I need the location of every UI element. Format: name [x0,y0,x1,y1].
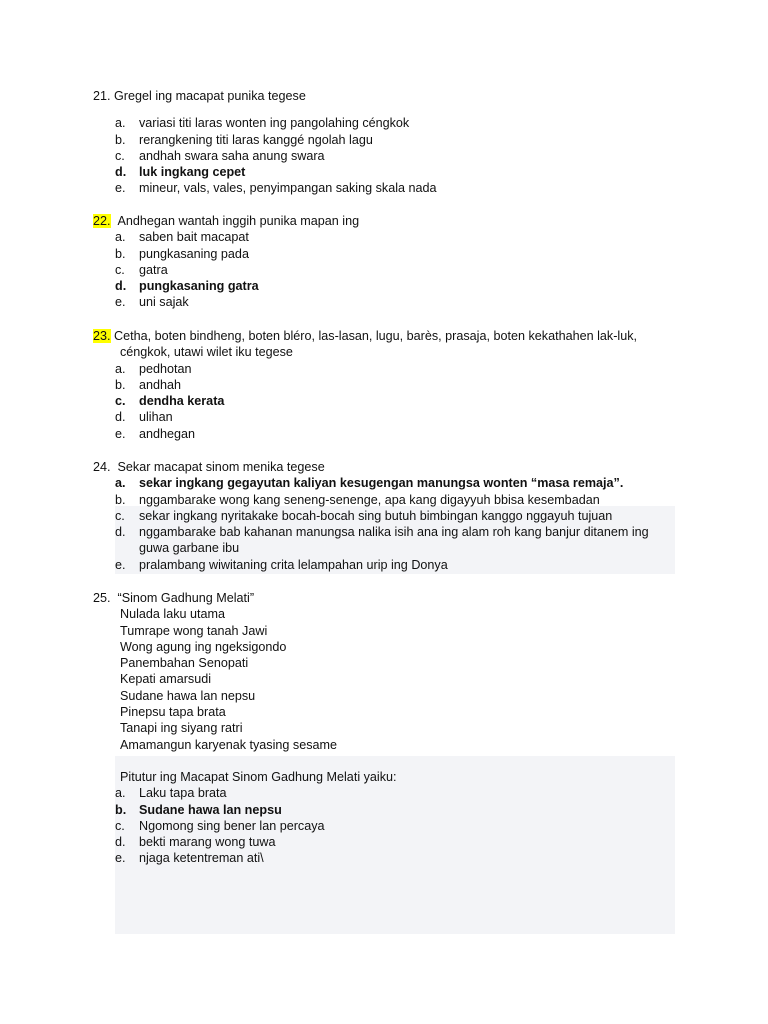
option-letter: a. [115,786,126,801]
question-prompt: Pitutur ing Macapat Sinom Gadhung Melati yaiku: [120,769,397,784]
option-letter: d. [115,410,126,425]
option-text-continued: guwa garbane ibu [139,541,240,556]
question-number: 21. [93,89,111,103]
poem-line: Amamangun karyenak tyasing sesame [120,737,338,752]
option-e [93,180,693,196]
option-b-answer [93,802,693,818]
question-25 [93,590,693,867]
option-b [93,492,693,508]
option-letter: a. [115,476,126,491]
option-letter: c. [115,394,126,409]
option-a [93,361,693,377]
option-text: pralambang wiwitaning crita lelampahan urip ing Donya [139,557,448,572]
option-letter: e. [115,851,126,866]
poem-line: Wong agung ing ngeksigondo [120,639,287,654]
question-text-continued: céngkok, utawi wilet iku tegese [120,345,293,360]
question-number: 23. [93,329,111,343]
option-text: pedhotan [139,361,192,376]
option-d [93,409,693,425]
option-text: Sudane hawa lan nepsu [139,802,282,817]
option-text: pungkasaning pada [139,246,249,261]
option-text: andhah [139,377,182,392]
options-list [93,785,693,866]
option-letter: e. [115,557,126,572]
option-text: rerangkening titi laras kanggé ngolah lagu [139,132,373,147]
option-text: sekar ingkang nyritakake bocah-bocah sing butuh bimbingan kanggo nggayuh tujuan [139,508,613,523]
poem-line: Nulada laku utama [120,607,226,622]
question-21 [93,88,693,197]
options-list [93,475,693,573]
question-stem [93,459,693,475]
option-c [93,508,693,524]
option-text: mineur, vals, vales, penyimpangan saking skala nada [139,181,437,196]
option-a [93,785,693,801]
question-text: Cetha, boten bindheng, boten bléro, las-lasan, lugu, barès, prasaja, boten kekathahen lak-luk, [114,329,638,343]
option-d-answer [93,278,693,294]
question-number: 22. [93,214,111,228]
option-text: sekar ingkang gegayutan kaliyan kesugengan manungsa wonten “masa remaja”. [139,476,624,491]
poem-title: “Sinom Gadhung Melati” [117,591,255,605]
options-list [93,361,693,442]
option-letter: e. [115,295,126,310]
option-letter: a. [115,230,126,245]
option-e [93,557,693,573]
poem-line: Kepati amarsudi [120,672,212,687]
option-letter: a. [115,361,126,376]
poem-stanza [93,606,693,753]
option-text: ulihan [139,410,173,425]
option-text: pungkasaning gatra [139,279,259,294]
question-stem [93,88,693,104]
option-letter: c. [115,262,125,277]
option-letter: d. [115,279,127,294]
question-number: 25. [93,591,111,605]
option-e [93,294,693,310]
option-letter: d. [115,525,126,540]
option-letter: d. [115,835,126,850]
option-text: Laku tapa brata [139,786,227,801]
option-letter: c. [115,508,125,523]
poem-line: Tumrape wong tanah Jawi [120,623,268,638]
option-letter: d. [115,165,127,180]
question-stem [93,590,693,606]
option-text: nggambarake wong kang seneng-senenge, apa kang digayyuh bbisa kesembadan [139,492,600,507]
option-text: luk ingkang cepet [139,165,246,180]
option-letter: b. [115,246,126,261]
option-d-answer [93,164,693,180]
option-b [93,132,693,148]
option-a [93,229,693,245]
option-b [93,246,693,262]
poem-line: Panembahan Senopati [120,656,249,671]
option-c [93,148,693,164]
option-a-answer [93,475,693,491]
option-text: gatra [139,262,168,277]
poem-line: Pinepsu tapa brata [120,705,226,720]
option-a [93,115,693,131]
option-text: dendha kerata [139,394,225,409]
question-23 [93,328,693,442]
option-e [93,426,693,442]
option-letter: a. [115,116,126,131]
option-text: andhegan [139,426,196,441]
option-text: bekti marang wong tuwa [139,835,276,850]
option-d [93,834,693,850]
option-letter: b. [115,132,126,147]
question-text: Andhegan wantah inggih punika mapan ing [117,214,360,228]
option-c [93,818,693,834]
poem-line: Sudane hawa lan nepsu [120,688,256,703]
option-text: saben bait macapat [139,230,249,245]
option-text: Ngomong sing bener lan percaya [139,818,325,833]
option-e [93,850,693,866]
option-c-answer [93,393,693,409]
option-text: variasi titi laras wonten ing pangolahing céngkok [139,116,410,131]
options-list [93,229,693,310]
option-text: uni sajak [139,295,189,310]
option-d [93,524,693,557]
poem-line: Tanapi ing siyang ratri [120,721,243,736]
question-number: 24. [93,460,111,474]
option-text: andhah swara saha anung swara [139,148,325,163]
option-text: nggambarake bab kahanan manungsa nalika isih ana ing alam roh kang banjur ditanem ing [139,525,649,540]
option-letter: b. [115,802,127,817]
option-b [93,377,693,393]
question-text: Sekar macapat sinom menika tegese [117,460,325,474]
option-text: njaga ketentreman ati\ [139,851,264,866]
options-list [93,115,693,196]
option-letter: e. [115,181,126,196]
option-c [93,262,693,278]
question-stem [93,213,693,229]
option-letter: c. [115,148,125,163]
option-letter: c. [115,818,125,833]
option-letter: b. [115,377,126,392]
option-letter: e. [115,426,126,441]
question-24 [93,459,693,573]
question-text: Gregel ing macapat punika tegese [114,89,306,103]
option-letter: b. [115,492,126,507]
question-22 [93,213,693,311]
question-stem [93,328,693,361]
